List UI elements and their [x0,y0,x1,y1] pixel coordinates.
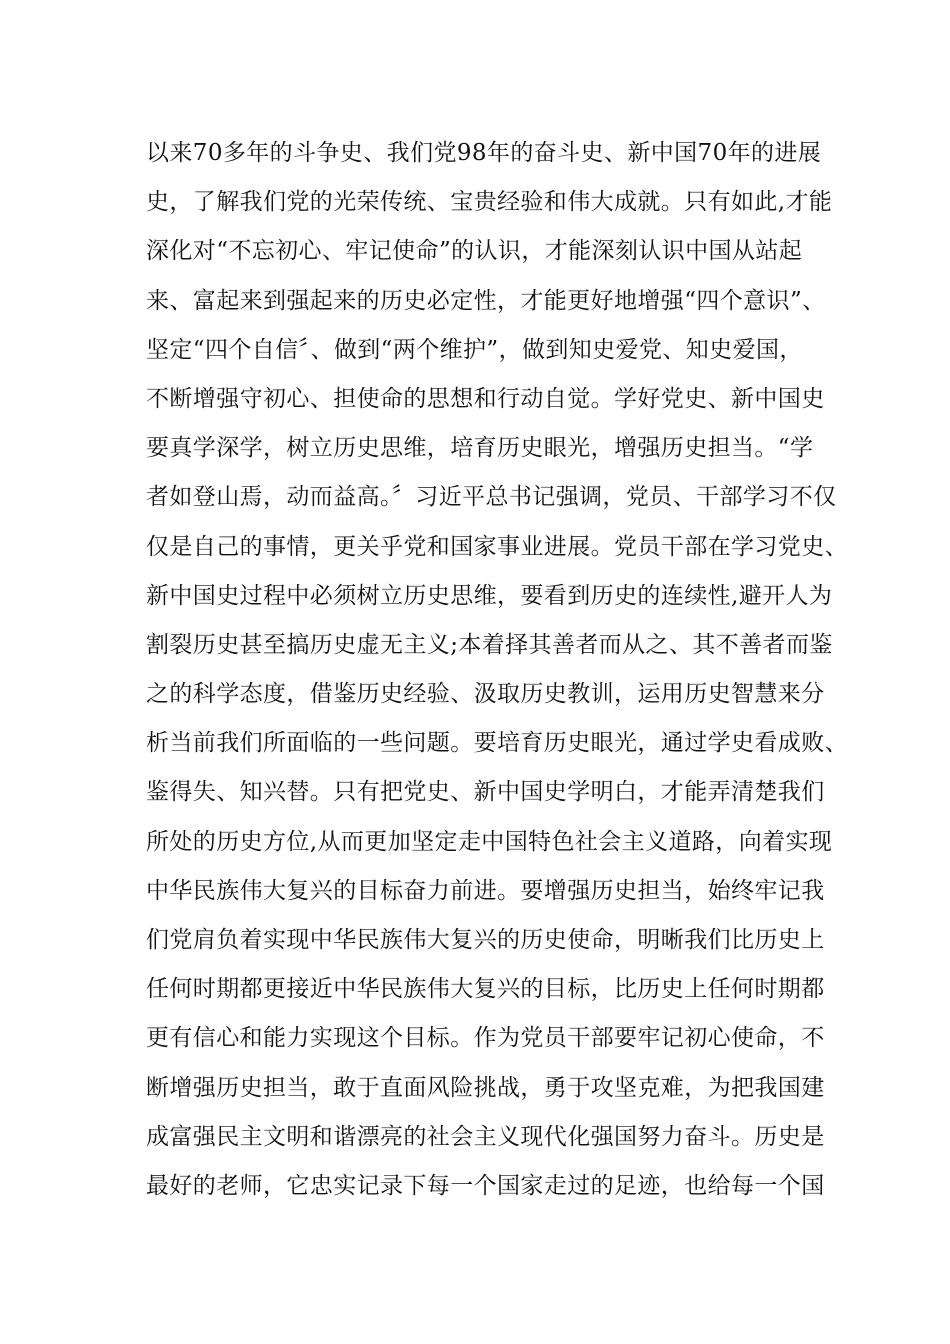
text-line: 析当前我们所面临的一些问题。要培育历史眼光，通过学史看成败、 [146,730,848,757]
text-line: 深化对“不忘初心、牢记使命”的认识，才能深刻认识中国从站起 [146,238,803,265]
text-line: 最好的老师，它忠实记录下每一个国家走过的足迹，也给每一个国 [146,1172,825,1199]
text-line: 中华民族伟大复兴的目标奋力前进。要增强历史担当，始终牢记我 [146,877,825,904]
text-line: 们党肩负着实现中华民族伟大复兴的历史使命，明晰我们比历史上 [146,927,825,953]
text-line: 者如登山焉，动而益高。〞习近平总书记强调，党员、干部学习不仅 [146,484,837,511]
text-line: 之的科学态度，借鉴历史经验、汲取历史教训，运用历史智慧来分 [146,681,825,708]
text-line: 断增强历史担当，敢于直面风险挑战，勇于攻坚克难，为把我国建 [146,1074,825,1101]
text-line: 坚定“四个自信〞、做到“两个维护”，做到知史爱党、知史爱国， [146,336,803,363]
text-line: 不断增强守初心、担使命的思想和行动自觉。学好党史、新中国史 [146,385,825,412]
text-line: 更有信心和能力实现这个目标。作为党员干部要牢记初心使命，不 [146,1025,825,1052]
text-line: 仅是自己的事情，更关乎党和国家事业进展。党员干部在学习党史、 [146,533,848,560]
text-line: 所处的历史方位,从而更加坚定走中国特色社会主义道路，向着实现 [146,828,833,855]
text-line: 鉴得失、知兴替。只有把党史、新中国史学明白，才能弄清楚我们 [146,779,825,806]
text-line: 来、富起来到强起来的历史必定性，才能更好地增强“四个意识”、 [146,287,826,314]
text-line: 要真学深学，树立历史思维，培育历史眼光，增强历史担当。“学 [146,435,814,462]
text-line: 新中国史过程中必须树立历史思维，要看到历史的连续性,避开人为 [146,582,833,609]
text-line: 成富强民主文明和谐漂亮的社会主义现代化强国努力奋斗。历史是 [146,1123,825,1150]
text-line: 割裂历史甚至搞历史虚无主义;本着择其善者而从之、其不善者而鉴 [146,631,833,658]
text-line: 史，了解我们党的光荣传统、宝贵经验和伟大成就。只有如此,才能 [146,189,833,216]
text-line: 以来70多年的斗争史、我们党98年的奋斗史、新中国70年的进展 [146,140,822,166]
body-text [146,129,848,1211]
text-line: 任何时期都更接近中华民族伟大复兴的目标，比历史上任何时期都 [146,976,825,1003]
